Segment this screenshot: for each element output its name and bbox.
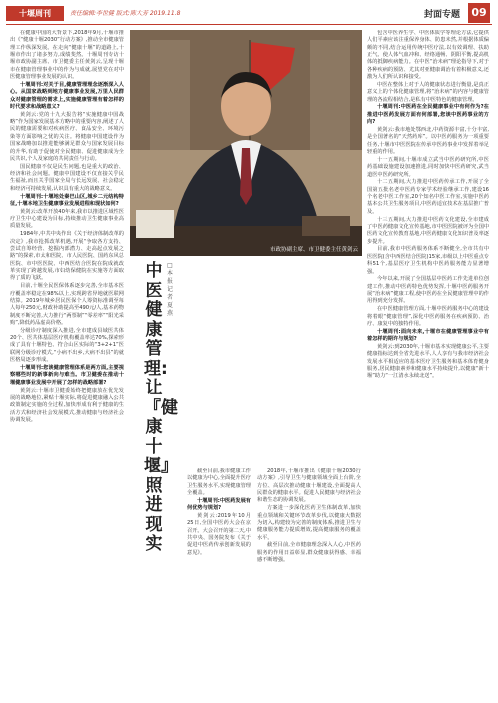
article-paragraph: 黄剑云:我市地处鄂西北,中药资源丰富,十分丰富,是全国著名的“天然药库”。以中医药服务为一项重要任务,十堰市中医医院在传承中医药事业中发挥着举足轻重的作用。 (367, 126, 489, 155)
article-paragraph: 分级诊疗制度深入推进,全市建成县域医共体20个、医共体基层医疗机构覆盖率达70%,探索形成了具有十堰特色、符合山区实际的“3+2+1”医联网分级诊疗模式,“小病不出乡,大病不出县”的就医格局逐步形成。 (10, 327, 124, 364)
article-paragraph: 黄剑云:十堰市卫健委始终把健康放在优先发展的战略地位,紧贴十堰实际,将促进健康融入公共政策制定实施的全过程,加快形成有利于健康的生活方式和经济社会发展模式,推动健康与经济社会协调发展。 (10, 387, 124, 423)
page-number: 09 (468, 3, 490, 23)
article-column-3 (367, 30, 489, 698)
interview-question: 十堰周刊:对关于目,健康管理理念逐渐深入人心。从国家战略到地方健康事业发展,万里人民群众对健康管理的需求上,实施健康管理有着怎样的时代要求和战略意义? (10, 81, 124, 110)
interview-question: 十堰周刊:中医药在全民健康事业中有何作为?在推进中医药发展方面有何部署,您谈中医药事业的方向? (367, 104, 489, 126)
article-paragraph: 截至目前,我市健康工作以健康为中心,全面提升医疗卫生服务水平,实现健康管理全覆盖。 (187, 468, 251, 497)
portrait-photo (130, 30, 362, 256)
article-column-1 (10, 30, 124, 698)
editor-credits: 责任编辑:李世健 版式:陈大芳 2019.11.8 (70, 10, 181, 17)
interview-question: 十堰周刊:面向未来,十堰市在健康管理事业中有着怎样的期许与规划? (367, 328, 489, 343)
article-paragraph: 包含中医养生学、中医体质学等理论方法,它提供人们平素应该注重保养身体、防患未然,并根据体质偏颇的不同,结合运用传统中医疗法,以有效调理、扶助正气、使人体气血冲和、经络通畅、阴阳平衡,提高机体的抵御疾病能力。在中医“治未病”理论指导下,对于各种疾病的预防、尤其对亚健康调治有着积极意义,还激为人们所认识和接受。 (367, 30, 489, 81)
photo-caption: 市政协副主席、市卫健委主任黄剑云 (269, 247, 358, 253)
article-paragraph: 2018年,十堰市推出《健康十堰2030行动方案》,引导卫生与健康领域全面上台阶,全方位、高层次推动健康十堰建设,全面提高人民群众的健康水平。促进人民健康与经济社会和谐生态的协调发展。 (257, 468, 361, 504)
article-paragraph: 国民健康不仅是民生问题,也是重大的政治、经济和社会问题。健康中国建设不仅直接关乎民生福祉,而且关乎国家全局与长远发展、社会稳定和经济可持续发展,认识具有重大的战略意义。 (10, 163, 124, 192)
article-column-2b (257, 468, 361, 698)
article-paragraph: 在中医健康管理方面,十堰中医药服务中心的建设将着眼“健康管理”,深化中医药服务在疾病预防、治疗、康复中的独特作用。 (367, 306, 489, 327)
portrait-illustration (130, 30, 362, 256)
article-paragraph: 黄剑云:2019年10月25日,全国中医药大会在京召开。大会召开的第二天,中共中央、国务院发布《关于促进中医药传承创新发展的意见》。 (187, 513, 251, 556)
headline-block (141, 262, 181, 698)
article-paragraph: 今年以来,开展了全国基层中医药工作先进单位创建工作,推动中医药特色优势发挥,十堰中医药服务开展“治未病”健康工程,使中医药在全民健康管理中的作用得到充分发挥。 (367, 276, 489, 305)
article-paragraph: 目前,十堰全民医保体系逐步完善,全市基本医疗覆盖率稳定在98%以上,实现跨省异地就医联网结算。2019年城乡居民医保个人筹资标准调至每人每年250元,财政补助提高至490元/人,基本药物制度不断完善,大力推行“两票制”“零差率”“阳光采购”,降低药品虚高价格。 (10, 283, 124, 326)
article-paragraph: 黄剑云:改革开放40年来,我市以推进区域性医疗卫生中心建设为目标,持续推动卫生健康事业高质量发展。 (10, 208, 124, 230)
article-paragraph: 黄剑云:党的十九大报告将“实施健康中国战略”作为国家发展基本方略中的重要内容,阐述了人民的健康需要和对疾病医疗、食品安全、环境污染等方面影响之忧的关注。将健康中国建设作为国家战略加以推进能够满足群众与国家发展目标的升华,有助于促使对全民健康、促进健康成为全民共识,个人及家庭的共同责任与行动。 (10, 111, 124, 162)
article-paragraph: 黄剑云:到2030年,十堰市基本实现健康公平,主要健康指标达到全省先进水平,人人享有与我市经济社会发展水平相适应的基本医疗卫生服务和基本体育健身服务,居民健康素养和健康水平持续提升,以健康“新十堰”助力“一江清水永续北送”。 (367, 343, 489, 380)
headline: 中医健康管理:让『健康十堰』照进现实 (144, 261, 178, 554)
interview-question: 十堰周刊:中医药发展有何优势与规划? (187, 497, 251, 512)
article-paragraph: 十二五期间,大力推进中医药传承工作,开展了全国第五批名老中医药专家学术经验继承工作,建设16个名老中医工作室,20个知名中医工作室,实施中医药基本公共卫生服务项目,中医药适宜技术在基层推广普及。 (367, 179, 489, 215)
interview-question: 十堰周刊:您谈健康管理体系是两方面,主要视察哪些时的新事新向与难当。市卫健委在推动十堰健康事业发展中开展了怎样的战略部署? (10, 364, 124, 386)
article-paragraph: 在健康中国的大背景下,2018年9月,十堰市推出《“健康十堰2030”行动方案》,推动全市健康管理工作纵深发展。在走向“健康十堰”的道路上,十堰市作出了诸多努力,成绩斐然。十堰周刊专访十堰市政协副主席、市卫健委主任黄剑云,呈现十堰市在健康管理事业中的作为与成就,展望党在对中医健康管理事业发展的认识。 (10, 30, 124, 81)
article-column-2a (187, 468, 251, 698)
article-paragraph: 中医在整体上对于人的健康状态进行衡量,是真正意义上的个体化健康管理,将“治未病”的内容与健康管理的各流程相结合,是私有中医特色的健康管理。 (367, 81, 489, 103)
header-divider (6, 24, 492, 25)
interview-question: 十堰周刊:十堰地处秦巴山区,城乡二元结构特征,十堰本地卫生健康事业发展进程和现状如何? (10, 193, 124, 207)
article-paragraph: 1984年,中共中央作出《关于经济体制改革的决定》,我市抢抓改革机遇,开展“争取各方支持、尝试自筹经营、挖掘内部潜力、走高起点发展之路”的探索,市太和医院、市人民医院、国药东风总医院、市中医医院、中西医结合医院在院成就改革实现了跨越发展,市妇幼保健院在实施等方面取得了质的飞跃。 (10, 231, 124, 282)
masthead-label: 十堰周刊 (6, 6, 64, 21)
section-title: 封面专题 (423, 10, 460, 20)
article-paragraph: 截至目前,全市健康理念深入人心,中医药服务的作用日益彰显,群众健康获得感、幸福感不断增强。 (257, 542, 361, 564)
article-paragraph: 十一五期间,十堰市成立武当中医药研究所,中医药基础设施建设加速推进,同时加快中医药研究,武当道医中医药研究所。 (367, 156, 489, 178)
article-paragraph: 十三五期间,大力推进中医药文化建设,全市建成了中医药健康文化宣传基地,市中医医院被评为全国中医药文化宣传教育基地,中医药健康文化知识普及率逐步提升。 (367, 216, 489, 245)
page-header (0, 0, 498, 26)
reporter-byline: □本报记者 夏燕 (166, 262, 173, 317)
article-paragraph: 目前,我市中医药服务体系不断健全,全市共有中医医院(含中西医结合医院)15家,市级以上中医重点专科51个,基层医疗卫生机构中医药服务能力显著增强。 (367, 246, 489, 275)
article-paragraph: 方案进一步深化医药卫生体制改革,加快重点领域和关键环节改革步伐,以健康大数据为切入,构建较为完善的制度体系,推进卫生与健康服务能力提质增效,提高健康服务的覆盖水平。 (257, 505, 361, 541)
